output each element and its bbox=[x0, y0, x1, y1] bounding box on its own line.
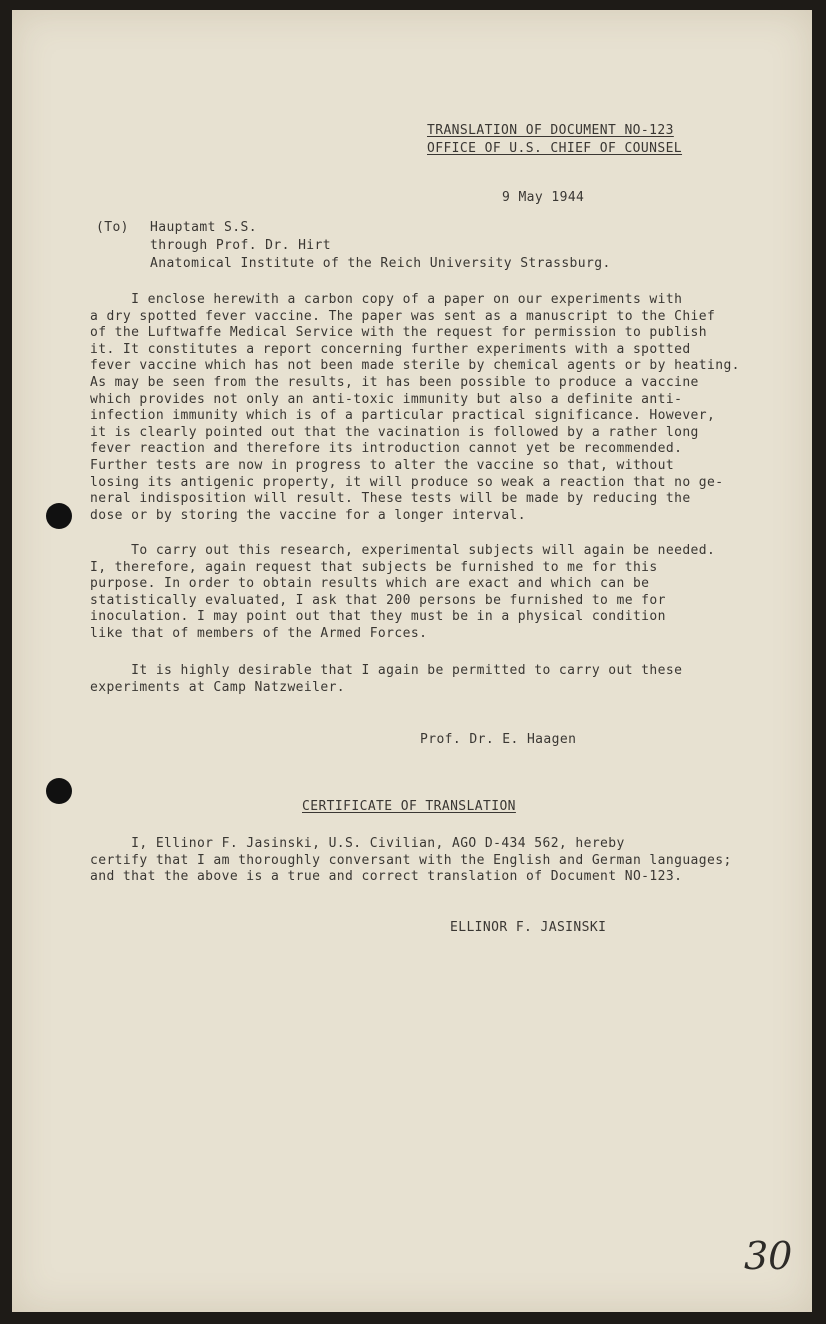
header-line-2: OFFICE OF U.S. CHIEF OF COUNSEL bbox=[427, 141, 683, 156]
address-prefix: (To) bbox=[96, 220, 129, 235]
body-line: a dry spotted fever vaccine. The paper was sent as a manuscript to the Chief bbox=[90, 308, 716, 324]
translator-signature: ELLINOR F. JASINSKI bbox=[450, 920, 607, 935]
body-line: As may be seen from the results, it has been possible to produce a vaccine bbox=[90, 374, 699, 390]
body-line: To carry out this research, experimental subjects will again be needed. bbox=[90, 543, 716, 558]
body-line: it. It constitutes a report concerning further experiments with a spotted bbox=[90, 341, 691, 357]
body-line: inoculation. I may point out that they must be in a physical condition bbox=[90, 609, 666, 625]
date: 9 May 1944 bbox=[502, 190, 585, 205]
punch-hole bbox=[46, 778, 72, 804]
certificate-line: I, Ellinor F. Jasinski, U.S. Civilian, AGO D-434 562, hereby bbox=[90, 836, 625, 851]
address-line-3: Anatomical Institute of the Reich University Strassburg. bbox=[150, 256, 611, 271]
body-line: it is clearly pointed out that the vacination is followed by a rather long bbox=[90, 424, 699, 440]
body-line: I enclose herewith a carbon copy of a paper on our experiments with bbox=[90, 292, 683, 307]
body-line: fever reaction and therefore its introduction cannot yet be recommended. bbox=[90, 441, 683, 457]
body-line: dose or by storing the vaccine for a longer interval. bbox=[90, 507, 527, 523]
certificate-body bbox=[90, 836, 732, 886]
body-line: I, therefore, again request that subjects be furnished to me for this bbox=[90, 559, 658, 575]
certificate-line: and that the above is a true and correct translation of Document NO-123. bbox=[90, 869, 683, 885]
body-line: statistically evaluated, I ask that 200 persons be furnished to me for bbox=[90, 592, 666, 608]
certificate-line: certify that I am thoroughly conversant with the English and German languages; bbox=[90, 852, 732, 868]
body-line: It is highly desirable that I again be permitted to carry out these bbox=[90, 663, 683, 678]
body-paragraph-1 bbox=[90, 292, 740, 524]
body-line: experiments at Camp Natzweiler. bbox=[90, 679, 346, 695]
body-line: losing its antigenic property, it will produce so weak a reaction that no ge- bbox=[90, 474, 724, 490]
body-line: neral indisposition will result. These tests will be made by reducing the bbox=[90, 491, 691, 507]
document-page bbox=[12, 10, 812, 1312]
header-line-1: TRANSLATION OF DOCUMENT NO-123 bbox=[427, 123, 674, 138]
body-line: of the Luftwaffe Medical Service with the request for permission to publish bbox=[90, 325, 707, 341]
certificate-title: CERTIFICATE OF TRANSLATION bbox=[302, 799, 516, 814]
body-line: purpose. In order to obtain results which are exact and which can be bbox=[90, 576, 650, 592]
body-line: fever vaccine which has not been made sterile by chemical agents or by heating. bbox=[90, 358, 740, 374]
body-line: Further tests are now in progress to alter the vaccine so that, without bbox=[90, 457, 675, 473]
body-paragraph-2 bbox=[90, 543, 715, 643]
body-line: which provides not only an anti-toxic immunity but also a definite anti- bbox=[90, 391, 683, 407]
body-line: like that of members of the Armed Forces. bbox=[90, 625, 428, 641]
body-line: infection immunity which is of a particular practical significance. However, bbox=[90, 408, 716, 424]
body-paragraph-3 bbox=[90, 663, 682, 696]
address-line-1: Hauptamt S.S. bbox=[150, 220, 257, 235]
page-number: 30 bbox=[744, 1234, 793, 1278]
author-signature: Prof. Dr. E. Haagen bbox=[420, 732, 577, 747]
punch-hole bbox=[46, 503, 72, 529]
address-line-2: through Prof. Dr. Hirt bbox=[150, 238, 331, 253]
